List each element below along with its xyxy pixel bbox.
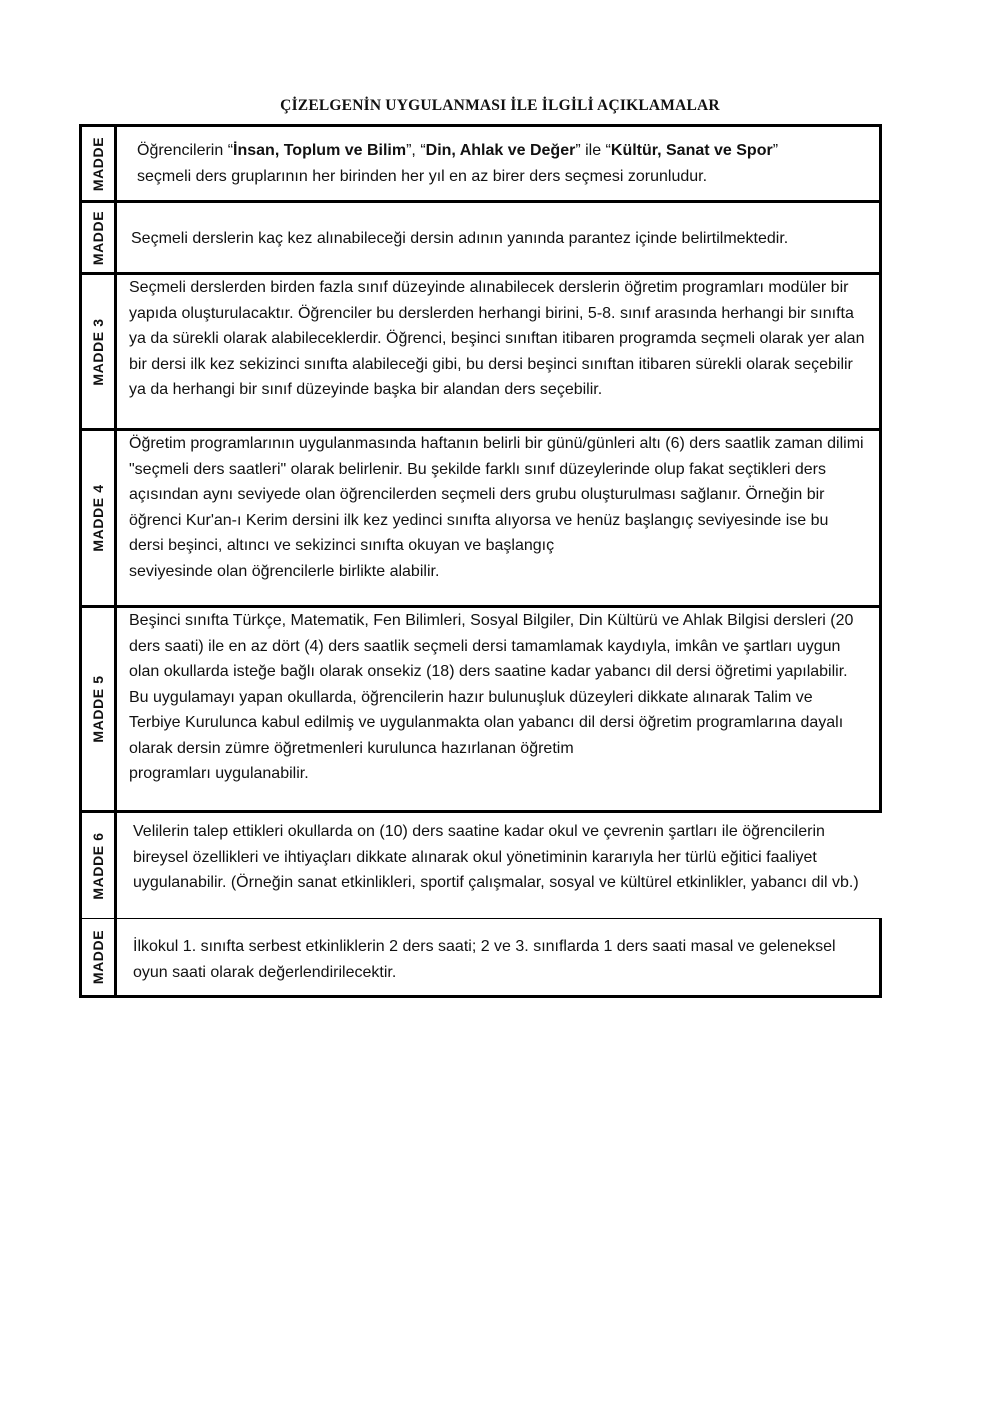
row-label-cell [82, 813, 117, 918]
row-label: MADDE 5 [90, 675, 106, 743]
table-row [82, 431, 882, 608]
row-content [117, 127, 882, 200]
row-label: MADDE [90, 929, 106, 985]
bold-group-name: İnsan, Toplum ve Bilim [233, 142, 407, 159]
row-label-cell [82, 919, 117, 995]
row-text: Beşinci sınıfta Türkçe, Matematik, Fen Bilimleri, Sosyal Bilgiler, Din Kültürü ve Ahlak Bilgisi dersleri (20 ders saati) ile en az dört (4) ders saatlik seçmeli dersi tamamlamak kaydıyla, imkân ve şartları uygun olan okullarda isteğe bağlı olarak onsekiz (18) ders saatine kadar yabancı dil dersi öğretimi yapılabilir. Bu uygulamayı yapan okullarda, öğrencilerin hazır bulunuşluk düzeyleri dikkate alınarak Talim ve Terbiye Kurulunca kabul edilmiş ve uygulanmakta olan yabancı dil dersi öğretim programlarına dayalı olarak dersin zümre öğretmenleri kurulunca hazırlanan öğretim [129, 612, 854, 757]
row-label-cell [82, 608, 117, 810]
table-row [82, 275, 882, 431]
row-content [117, 919, 882, 995]
row-text-tail: programları uygulanabilir. [129, 765, 309, 782]
table-row [82, 203, 882, 275]
row-text: Öğretim programlarının uygulanmasında haftanın belirli bir günü/günleri altı (6) ders saatlik zaman dilimi "seçmeli ders saatleri" olarak belirlenir. Bu şekilde farklı sınıf düzeylerinde olup fakat seçtikleri ders açısından aynı seviyede olan öğrencilerden seçmeli ders grubu oluşturulması sağlanır. Örneğin bir öğrenci Kur'an-ı Kerim dersini ilk kez yedinci sınıfta alıyorsa ve henüz başlangıç seviyesinde ise bu dersi beşinci, altıncı ve sekizinci sınıfta okuyan ve başlangıç [129, 435, 864, 554]
page-title: ÇİZELGENİN UYGULANMASI İLE İLGİLİ AÇIKLAMALAR [280, 97, 720, 114]
table-row [82, 127, 882, 203]
row-content [117, 813, 882, 918]
row-content [117, 608, 882, 810]
row-label-cell [82, 203, 117, 272]
row-label-cell [82, 127, 117, 200]
table-row [82, 919, 882, 995]
row-label: MADDE 6 [90, 831, 106, 900]
row-text: Seçmeli derslerin kaç kez alınabileceği dersin adının yanında parantez içinde belirtilmektedir. [131, 230, 789, 247]
row-content [117, 275, 882, 428]
bold-group-name: Kültür, Sanat ve Spor [610, 142, 773, 159]
row-text: Seçmeli derslerden birden fazla sınıf düzeyinde alınabilecek derslerin öğretim programları modüler bir yapıda oluşturulacaktır. Öğrenciler bu derslerden herhangi birini, 5-8. sınıf arasında herhangi bir sınıfta ya da sürekli olarak alabileceklerdir. Öğrenci, beşinci sınıftan itibaren programda seçmeli olarak yer alan bir dersi ilk kez sekizinci sınıfta alabileceği gibi, bu dersi beşinci sınıftan itibaren sürekli olarak seçebilir ya da herhangi bir sınıf düzeyinde başka bir alandan ders seçebilir. [129, 279, 865, 398]
row-label: MADDE 4 [90, 484, 106, 552]
row-content [117, 431, 882, 605]
row-label: MADDE [90, 136, 106, 191]
text-fragment: Öğrencilerin “ [137, 142, 234, 159]
row-text-tail: seviyesinde olan öğrencilerle birlikte alabilir. [129, 562, 440, 580]
text-fragment: ”, “ [406, 142, 426, 159]
row-label: MADDE 3 [90, 317, 106, 386]
row-text: Velilerin talep ettikleri okullarda on (10) ders saatine kadar okul ve çevrenin şartları ile öğrencilerin bireysel özellikleri ve ihtiyaçları dikkate alınarak okul yönetiminin kararıyla her türlü eğitici faaliyet uygulanabilir. (Örneğin sanat etkinlikleri, sportif çalışmalar, sosyal ve kültürel etkinlikler, yabancı dil vb.) [133, 823, 859, 891]
row-text: İlkokul 1. sınıfta serbest etkinliklerin 2 ders saati; 2 ve 3. sınıflarda 1 ders saati masal ve geleneksel oyun saati olarak değerlendirilecektir. [133, 938, 836, 981]
text-fragment: ” ile “ [575, 142, 611, 159]
bold-group-name: Din, Ahlak ve Değer [425, 142, 576, 159]
table-row [82, 608, 882, 813]
table-row [82, 813, 882, 919]
row-label-cell [82, 431, 117, 605]
explanations-table [79, 124, 882, 998]
row-text-line: seçmeli ders gruplarının her birinden her yıl en az birer ders seçmesi zorunludur. [137, 168, 708, 185]
text-fragment: ” [772, 142, 779, 159]
row-content [117, 203, 882, 272]
row-label-cell [82, 275, 117, 428]
row-text-line [137, 138, 859, 164]
row-label: MADDE [90, 210, 106, 265]
